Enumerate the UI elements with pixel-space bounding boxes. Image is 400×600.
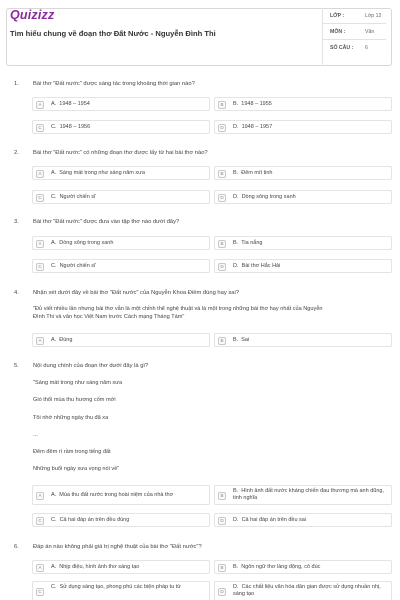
question-3-option-a[interactable] [32,236,210,250]
question-6-option-d[interactable] [214,581,392,600]
question-1-number: 1. [14,81,19,87]
option-text: C. 1948 – 1956 [51,124,91,130]
question-3-option-c[interactable] [32,259,210,273]
option-text: D. Dòng sông trong xanh [233,194,296,200]
question-1-option-b[interactable] [214,97,392,111]
question-5-quote-line: Tôi nhớ những ngày thu đã xa [33,415,109,421]
option-letter-badge: C [36,517,44,525]
option-letter-badge: A [36,564,44,572]
question-6-option-a[interactable] [32,560,210,574]
option-text: B. 1948 – 1955 [233,101,272,107]
option-text: A. 1948 – 1954 [51,101,90,107]
option-letter-badge: C [36,263,44,271]
option-text: C. Cả hai đáp án trên đều đúng [51,517,130,523]
option-letter-badge: A [36,240,44,248]
question-1-option-a[interactable] [32,97,210,111]
option-text: A. Dòng sông trong xanh [51,240,114,246]
option-text: C. Người chiến sĩ [51,263,96,269]
quizizz-logo: Quizizz [10,8,55,22]
meta-count-key: SỐ CÂU : [330,45,354,51]
question-2-option-a[interactable] [32,166,210,180]
option-text: A. Nhịp điệu, hình ảnh thơ sáng tạo [51,564,140,570]
option-letter-badge: B [218,101,226,109]
meta-subject-key: MÔN : [330,29,346,35]
question-4-quote-line: "Đủ viết nhiều lần nhưng bài thơ vẫn là một chỉnh thể nghệ thuật và là một trong những bài thơ hay nhất của Nguyễn [33,306,323,312]
option-text: D. 1948 – 1957 [233,124,273,130]
option-text: D. Bài thơ Hắc Hải [233,263,281,269]
question-2-option-b[interactable] [214,166,392,180]
question-4-option-a[interactable] [32,333,210,347]
option-text: B. Đêm mít tinh [233,170,273,176]
question-1-option-c[interactable] [32,120,210,134]
option-letter-badge: A [36,170,44,178]
question-6-option-b[interactable] [214,560,392,574]
question-6-option-c[interactable] [32,581,210,600]
question-5-option-d[interactable] [214,513,392,527]
option-letter-badge: D [218,263,226,271]
option-letter-badge: B [218,564,226,572]
question-2-option-d[interactable] [214,190,392,204]
option-letter-badge: D [218,124,226,132]
question-5-quote-line: Gió thổi mùa thu hương cốm mới [33,397,116,403]
option-letter-badge: B [218,170,226,178]
question-2-text: Bài thơ "Đất nước" có những đoạn thơ được lấy từ hai bài thơ nào? [33,150,208,156]
option-text: B. Hình ảnh đất nước kháng chiến đau thương mà anh dũng, tinh nghĩa [233,488,384,501]
question-4-text: Nhận xét dưới đây về bài thơ "Đất nước" của Nguyễn Khoa Điềm đúng hay sai? [33,290,239,296]
question-6-number: 6. [14,544,19,550]
question-3-option-b[interactable] [214,236,392,250]
option-text: C. Sử dụng sáng tạo, phong phú các biện pháp tu từ [51,584,181,590]
meta-grade-key: LỚP : [330,13,345,19]
option-text: C. Người chiến sĩ [51,194,96,200]
question-3-option-d[interactable] [214,259,392,273]
question-5-option-c[interactable] [32,513,210,527]
question-2-number: 2. [14,150,19,156]
option-letter-badge: B [218,240,226,248]
question-5-quote-line: ... [33,432,38,438]
question-4-number: 4. [14,290,19,296]
question-5-quote-line: Đêm đêm rì rầm trong tiếng đất [33,449,111,455]
option-text: B. Sai [233,337,250,343]
question-6-text: Đáp án nào không phải giá trị nghệ thuật của bài thơ "Đất nước"? [33,544,202,550]
option-letter-badge: B [218,337,226,345]
worksheet-title: Tìm hiểu chung về đoạn thơ Đất Nước - Nguyễn Đình Thi [10,29,216,38]
option-letter-badge: C [36,124,44,132]
question-5-option-b[interactable] [214,485,392,505]
option-letter-badge: D [218,194,226,202]
option-letter-badge: C [36,194,44,202]
question-5-text: Nội dung chính của đoạn thơ dưới đây là gì? [33,363,149,369]
question-2-option-c[interactable] [32,190,210,204]
option-text: A. Mùa thu đất nước trong hoài niệm của nhà thơ [51,492,174,498]
question-4-option-b[interactable] [214,333,392,347]
option-text: D. Cả hai đáp án trên đều sai [233,517,307,523]
option-text: B. Ngôn ngữ thơ làng động, cô đúc [233,564,321,570]
meta-count [322,42,386,56]
option-letter-badge: C [36,588,44,596]
option-text: B. Tia nắng [233,240,263,246]
option-letter-badge: D [218,588,226,596]
option-letter-badge: B [218,492,226,500]
question-5-number: 5. [14,363,19,369]
meta-grade [322,10,386,24]
option-text: A. Đúng [51,337,73,343]
option-letter-badge: A [36,101,44,109]
question-1-text: Bài thơ "Đất nước" được sáng tác trong khoảng thời gian nào? [33,81,195,87]
option-letter-badge: D [218,517,226,525]
option-letter-badge: A [36,492,44,500]
meta-grade-value: Lớp 12 [365,13,382,19]
question-3-text: Bài thơ "Đất nước" được đưa vào tập thơ nào dưới đây? [33,219,180,225]
question-3-number: 3. [14,219,19,225]
option-text: A. Sáng mát trong như sáng năm xưa [51,170,145,176]
question-5-option-a[interactable] [32,485,210,505]
question-1-option-d[interactable] [214,120,392,134]
question-5-quote-line: Những buổi ngày xưa vọng nói về" [33,466,120,472]
meta-subject [322,26,386,40]
meta-count-value: 6 [365,45,368,51]
meta-subject-value: Văn [365,29,375,35]
question-4-quote-line: Đình Thi và văn học Việt Nam trước Cách mạng Tháng Tám" [33,314,185,320]
question-5-quote-line: "Sáng mát trong như sáng năm xưa [33,380,123,386]
option-letter-badge: A [36,337,44,345]
option-text: D. Các chất liệu văn hóa dân gian được sử dụng nhuần nhị, sáng tạo [233,584,381,597]
